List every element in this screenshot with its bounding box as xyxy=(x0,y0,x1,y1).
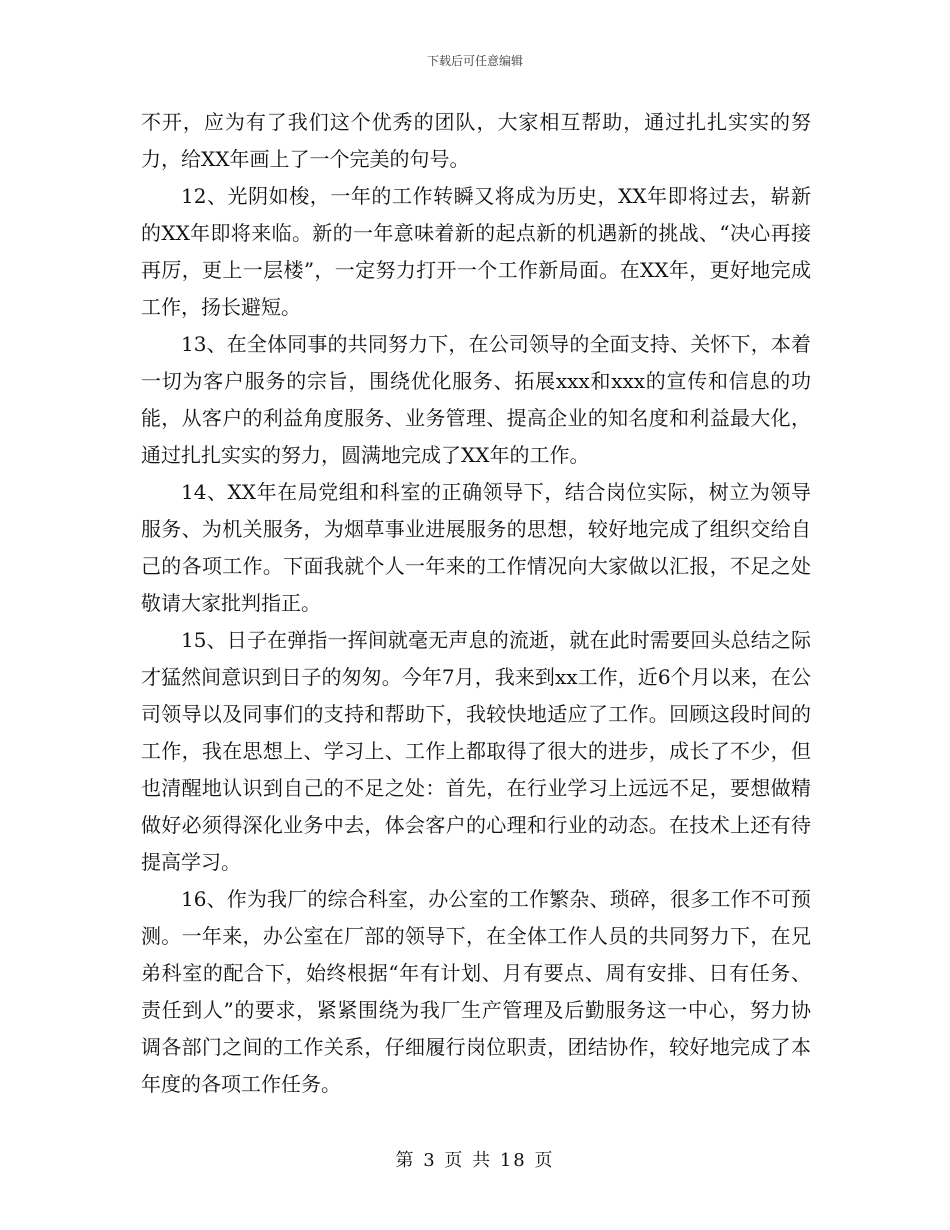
paragraph-15: 15、日子在弹指一挥间就毫无声息的流逝，就在此时需要回头总结之际才猛然间意识到日子的匆匆。今年7月，我来到xx工作，近6个月以来，在公司领导以及同事们的支持和帮助下，我较快地适应了工作。回顾这段时间的工作，我在思想上、学习上、工作上都取得了很大的进步，成长了不少，但也清醒地认识到自己的不足之处：首先，在行业学习上远远不足，要想做精做好必须得深化业务中去，体会客户的心理和行业的动态。在技术上还有待提高学习。 xyxy=(141,628,811,874)
document-body xyxy=(141,104,811,1103)
page-number-footer: 第 3 页 共 18 页 xyxy=(395,1150,555,1171)
paragraph-16: 16、作为我厂的综合科室，办公室的工作繁杂、琐碎，很多工作不可预测。一年来，办公室在厂部的领导下，在全体工作人员的共同努力下，在兄弟科室的配合下，始终根据“年有计划、月有要点、周有安排、日有任务、责任到人”的要求，紧紧围绕为我厂生产管理及后勤服务这一中心，努力协调各部门之间的工作关系，仔细履行岗位职责，团结协作，较好地完成了本年度的各项工作任务。 xyxy=(141,887,811,1096)
page-header: 下载后可任意编辑 xyxy=(426,54,523,68)
paragraph-13: 13、在全体同事的共同努力下，在公司领导的全面支持、关怀下，本着一切为客户服务的宗旨，围绕优化服务、拓展xxx和xxx的宣传和信息的功能，从客户的利益角度服务、业务管理、提高企业的知名度和利益最大化，通过扎扎实实的努力，圆满地完成了XX年的工作。 xyxy=(141,332,811,467)
paragraph-12: 12、光阴如梭，一年的工作转瞬又将成为历史，XX年即将过去，崭新的XX年即将来临。新的一年意味着新的起点新的机遇新的挑战、“决心再接再厉，更上一层楼”，一定努力打开一个工作新局面。在XX年，更好地完成工作，扬长避短。 xyxy=(141,184,811,319)
paragraph-14: 14、XX年在局党组和科室的正确领导下，结合岗位实际，树立为领导服务、为机关服务，为烟草事业进展服务的思想，较好地完成了组织交给自己的各项工作。下面我就个人一年来的工作情况向大家做以汇报，不足之处敬请大家批判指正。 xyxy=(141,480,811,615)
paragraph-continuation: 不开，应为有了我们这个优秀的团队，大家相互帮助，通过扎扎实实的努力，给XX年画上了一个完美的句号。 xyxy=(141,110,811,171)
